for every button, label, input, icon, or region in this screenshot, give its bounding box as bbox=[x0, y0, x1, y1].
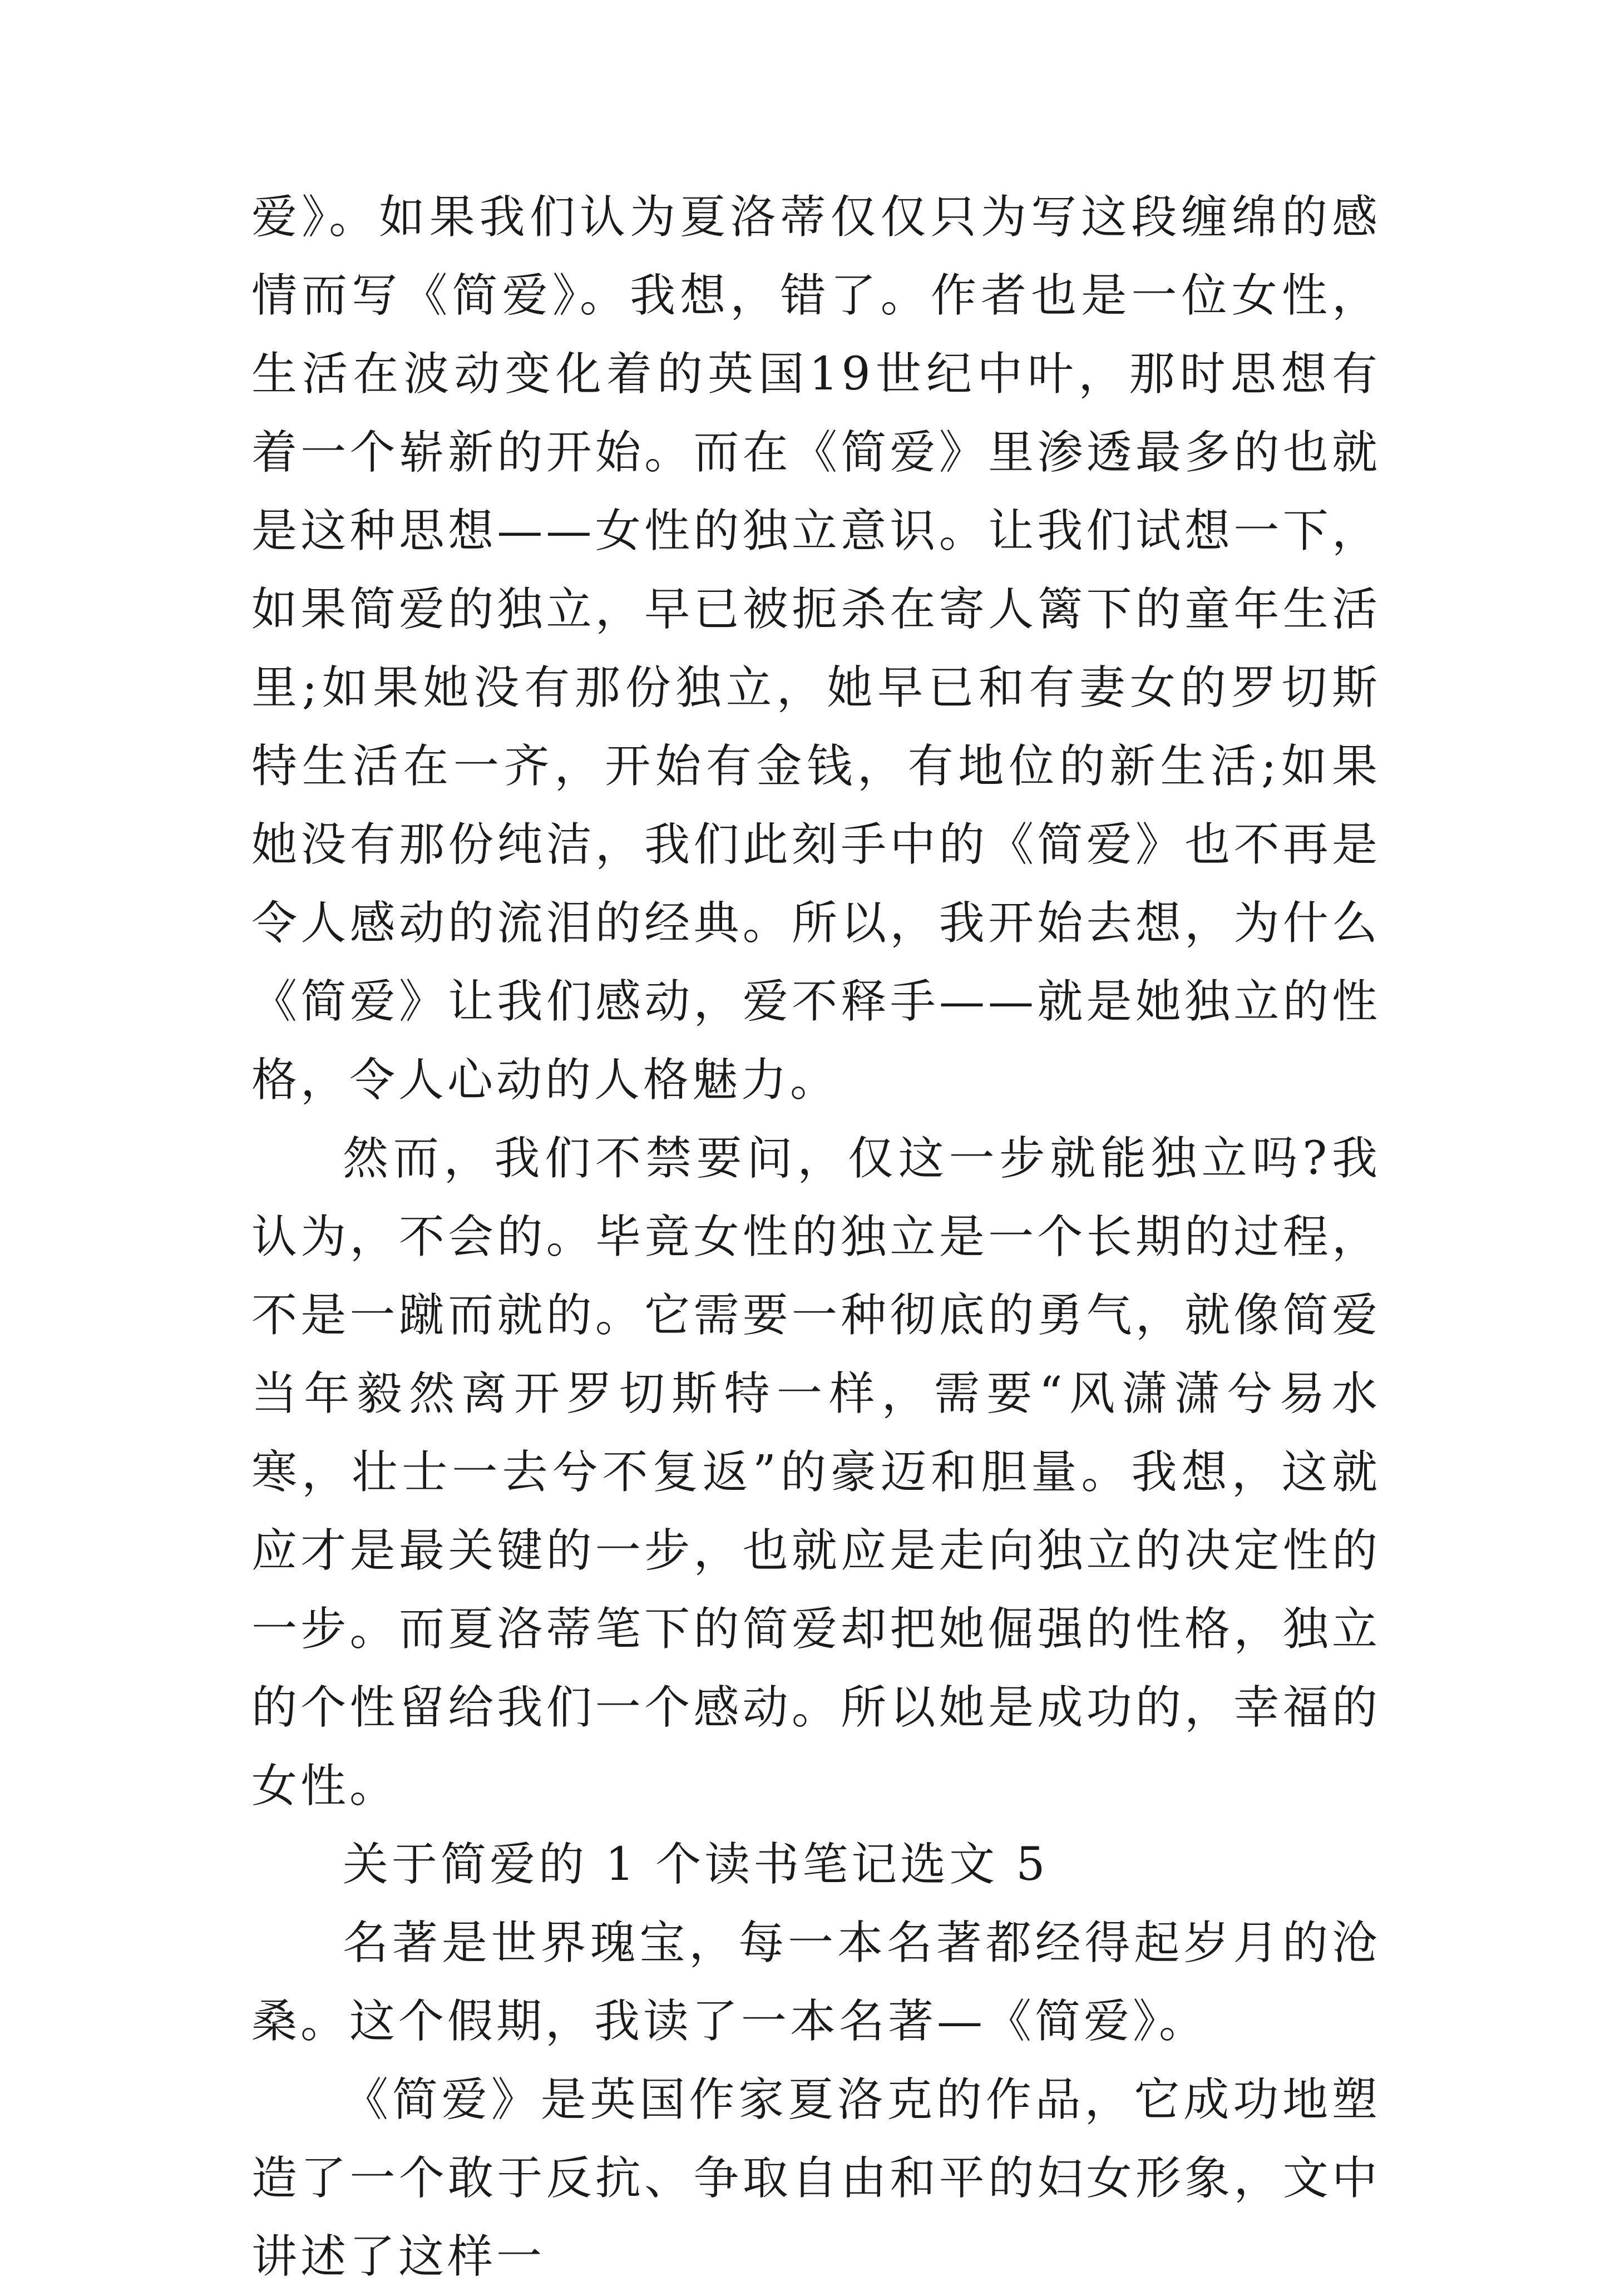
document-body bbox=[251, 178, 1381, 2296]
section-heading: 关于简爱的 1 个读书笔记选文 5 bbox=[343, 1838, 1049, 1891]
paragraph-2: 然而，我们不禁要问，仅这一步就能独立吗?我认为，不会的。毕竟女性的独立是一个长期的过程，不是一蹴而就的。它需要一种彻底的勇气，就像简爱当年毅然离开罗切斯特一样，需要“风潇潇兮易水寒，壮士一去兮不复返”的豪迈和胆量。我想，这就应才是最关键的一步，也就应是走向独立的决定性的一步。而夏洛蒂笔下的简爱却把她倔强的性格，独立的个性留给我们一个感动。所以她是成功的，幸福的女性。 bbox=[251, 1132, 1381, 1813]
paragraph-4: 《简爱》是英国作家夏洛克的作品，它成功地塑造了一个敢于反抗、争取自由和平的妇女形象，文中讲述了这样一 bbox=[251, 2073, 1381, 2283]
paragraph-3: 名著是世界瑰宝，每一本名著都经得起岁月的沧桑。这个假期，我读了一本名著—《简爱》。 bbox=[251, 1917, 1381, 2048]
paragraph-1: 爱》。如果我们认为夏洛蒂仅仅只为写这段缠绵的感情而写《简爱》。我想，错了。作者也是一位女性，生活在波动变化着的英国19世纪中叶，那时思想有着一个崭新的开始。而在《简爱》里渗透最多的也就是这种思想——女性的独立意识。让我们试想一下，如果简爱的独立，早已被扼杀在寄人篱下的童年生活里;如果她没有那份独立，她早已和有妻女的罗切斯特生活在一齐，开始有金钱，有地位的新生活;如果她没有那份纯洁，我们此刻手中的《简爱》也不再是令人感动的流泪的经典。所以，我开始去想，为什么《简爱》让我们感动，爱不释手——就是她独立的性格，令人心动的人格魅力。 bbox=[251, 191, 1381, 1107]
